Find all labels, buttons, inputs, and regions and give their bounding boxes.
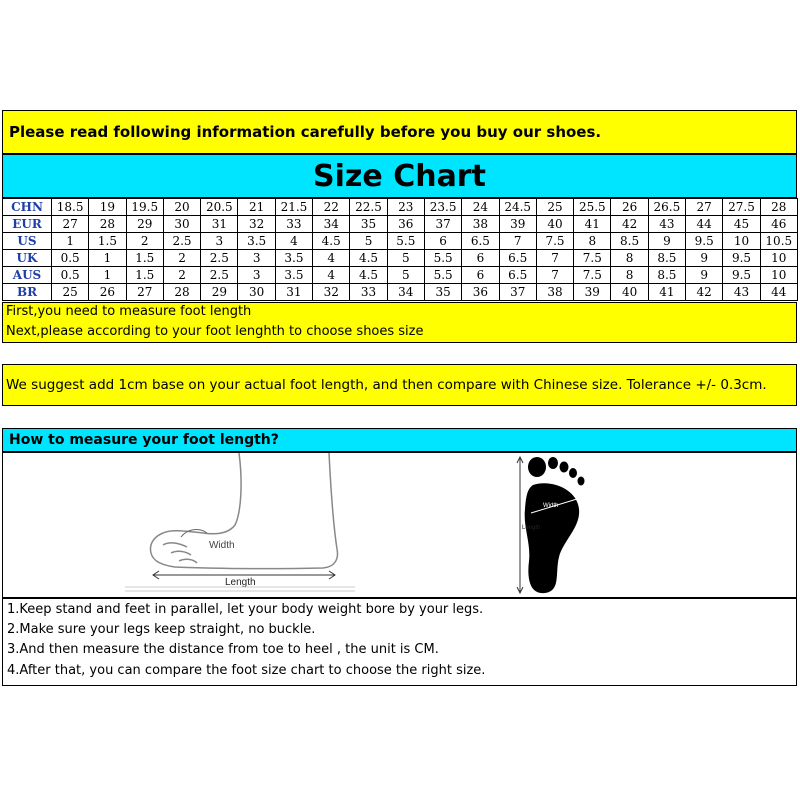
size-row-chn: [3, 199, 798, 216]
size-cell: 6.5: [499, 250, 536, 267]
instruction-step-3: 3.And then measure the distance from toe to heel , the unit is CM.: [7, 642, 439, 657]
size-cell: 8.5: [648, 267, 685, 284]
howto-header: [2, 428, 797, 452]
size-chart-title: Size Chart: [313, 159, 486, 194]
size-cell: 43: [648, 216, 685, 233]
measure-step-2: Next,please according to your foot lenghth to choose shoes size: [6, 324, 424, 339]
size-cell: 34: [313, 216, 350, 233]
howto-title: How to measure your foot length?: [9, 432, 279, 448]
size-cell: 41: [574, 216, 611, 233]
size-cell: 8: [611, 267, 648, 284]
size-row-us: [3, 233, 798, 250]
size-cell: 33: [350, 284, 387, 301]
size-cell: 5.5: [387, 233, 424, 250]
size-cell: 34: [387, 284, 424, 301]
size-row-label: BR: [3, 284, 52, 301]
size-cell: 42: [686, 284, 723, 301]
size-cell: 7.5: [574, 267, 611, 284]
size-cell: 3: [201, 233, 238, 250]
size-cell: 6: [424, 233, 461, 250]
size-row-label: CHN: [3, 199, 52, 216]
size-cell: 45: [723, 216, 760, 233]
size-cell: 4.5: [350, 267, 387, 284]
size-cell: 26.5: [648, 199, 685, 216]
size-cell: 44: [686, 216, 723, 233]
size-cell: 2: [163, 250, 200, 267]
size-cell: 9: [686, 267, 723, 284]
size-cell: 3.5: [275, 250, 312, 267]
width-label-footprint: Width: [543, 503, 559, 509]
size-cell: 27: [52, 216, 89, 233]
size-cell: 37: [424, 216, 461, 233]
size-cell: 27: [126, 284, 163, 301]
size-cell: 4: [275, 233, 312, 250]
suggestion-text: We suggest add 1cm base on your actual foot length, and then compare with Chinese size. Tolerance +/- 0.3cm.: [6, 377, 767, 393]
size-cell: 2.5: [201, 267, 238, 284]
size-cell: 39: [499, 216, 536, 233]
size-cell: 3.5: [238, 233, 275, 250]
size-cell: 29: [126, 216, 163, 233]
size-cell: 28: [89, 216, 126, 233]
size-cell: 1.5: [89, 233, 126, 250]
suggestion-banner: [2, 364, 797, 406]
size-chart-header: [2, 154, 797, 198]
size-cell: 6.5: [499, 267, 536, 284]
size-cell: 22: [313, 199, 350, 216]
size-cell: 2.5: [163, 233, 200, 250]
size-cell: 3: [238, 267, 275, 284]
size-cell: 46: [760, 216, 797, 233]
size-cell: 8.5: [648, 250, 685, 267]
size-cell: 1.5: [126, 267, 163, 284]
side-foot-icon: [151, 453, 338, 569]
size-cell: 28: [760, 199, 797, 216]
size-cell: 21.5: [275, 199, 312, 216]
notice-banner: [2, 110, 797, 154]
size-cell: 4.5: [313, 233, 350, 250]
size-cell: 9.5: [723, 250, 760, 267]
size-cell: 7: [499, 233, 536, 250]
size-cell: 26: [611, 199, 648, 216]
size-cell: 3.5: [275, 267, 312, 284]
length-label-side: Length: [225, 577, 256, 588]
size-cell: 5: [387, 267, 424, 284]
size-cell: 1: [89, 250, 126, 267]
length-label-footprint: Length: [522, 525, 541, 531]
size-cell: 10.5: [760, 233, 797, 250]
size-cell: 4: [313, 250, 350, 267]
size-cell: 29: [201, 284, 238, 301]
size-row-uk: [3, 250, 798, 267]
instructions-box: [2, 598, 797, 686]
size-cell: 5: [350, 233, 387, 250]
size-cell: 36: [462, 284, 499, 301]
size-cell: 37: [499, 284, 536, 301]
size-cell: 0.5: [52, 267, 89, 284]
size-cell: 8.5: [611, 233, 648, 250]
size-cell: 6.5: [462, 233, 499, 250]
size-cell: 32: [313, 284, 350, 301]
size-cell: 2: [126, 233, 163, 250]
size-cell: 20.5: [201, 199, 238, 216]
size-cell: 21: [238, 199, 275, 216]
size-cell: 18.5: [52, 199, 89, 216]
size-row-label: AUS: [3, 267, 52, 284]
width-label-side: Width: [209, 540, 235, 551]
size-cell: 10: [760, 250, 797, 267]
size-cell: 6: [462, 250, 499, 267]
size-cell: 28: [163, 284, 200, 301]
size-cell: 38: [462, 216, 499, 233]
size-cell: 7: [536, 250, 573, 267]
size-cell: 40: [536, 216, 573, 233]
size-cell: 20: [163, 199, 200, 216]
size-cell: 4: [313, 267, 350, 284]
size-row-label: US: [3, 233, 52, 250]
size-cell: 9: [686, 250, 723, 267]
size-cell: 44: [760, 284, 797, 301]
size-cell: 2: [163, 267, 200, 284]
size-cell: 5: [387, 250, 424, 267]
size-cell: 10: [760, 267, 797, 284]
size-cell: 36: [387, 216, 424, 233]
size-cell: 10: [723, 233, 760, 250]
size-cell: 43: [723, 284, 760, 301]
size-cell: 8: [611, 250, 648, 267]
size-cell: 24.5: [499, 199, 536, 216]
size-cell: 39: [574, 284, 611, 301]
size-cell: 25: [52, 284, 89, 301]
size-row-label: UK: [3, 250, 52, 267]
size-cell: 24: [462, 199, 499, 216]
size-cell: 30: [163, 216, 200, 233]
size-cell: 38: [536, 284, 573, 301]
size-cell: 23.5: [424, 199, 461, 216]
measure-step-1: First,you need to measure foot length: [6, 304, 252, 319]
size-cell: 31: [275, 284, 312, 301]
size-cell: 40: [611, 284, 648, 301]
instruction-step-4: 4.After that, you can compare the foot size chart to choose the right size.: [7, 663, 486, 678]
size-cell: 30: [238, 284, 275, 301]
foot-diagram: [3, 453, 796, 597]
size-cell: 32: [238, 216, 275, 233]
size-row-br: [3, 284, 798, 301]
size-row-aus: [3, 267, 798, 284]
size-cell: 9.5: [723, 267, 760, 284]
size-cell: 1: [52, 233, 89, 250]
size-row-eur: [3, 216, 798, 233]
size-cell: 1: [89, 267, 126, 284]
size-row-label: EUR: [3, 216, 52, 233]
size-cell: 5.5: [424, 267, 461, 284]
size-cell: 9: [648, 233, 685, 250]
size-cell: 19: [89, 199, 126, 216]
size-cell: 8: [574, 233, 611, 250]
size-cell: 19.5: [126, 199, 163, 216]
size-cell: 4.5: [350, 250, 387, 267]
size-cell: 25: [536, 199, 573, 216]
notice-text: Please read following information carefully before you buy our shoes.: [9, 123, 602, 141]
size-table: [2, 198, 798, 301]
size-cell: 0.5: [52, 250, 89, 267]
instruction-step-2: 2.Make sure your legs keep straight, no buckle.: [7, 622, 316, 637]
size-cell: 33: [275, 216, 312, 233]
measure-steps-box: [2, 302, 797, 343]
size-cell: 22.5: [350, 199, 387, 216]
size-cell: 23: [387, 199, 424, 216]
size-cell: 7.5: [536, 233, 573, 250]
foot-measurement-illustration: [2, 452, 797, 598]
size-cell: 35: [424, 284, 461, 301]
size-cell: 26: [89, 284, 126, 301]
size-cell: 25.5: [574, 199, 611, 216]
size-cell: 42: [611, 216, 648, 233]
size-cell: 2.5: [201, 250, 238, 267]
size-cell: 27: [686, 199, 723, 216]
size-cell: 7.5: [574, 250, 611, 267]
size-cell: 27.5: [723, 199, 760, 216]
size-cell: 7: [536, 267, 573, 284]
size-cell: 6: [462, 267, 499, 284]
size-cell: 1.5: [126, 250, 163, 267]
size-cell: 41: [648, 284, 685, 301]
size-cell: 3: [238, 250, 275, 267]
size-cell: 31: [201, 216, 238, 233]
size-cell: 35: [350, 216, 387, 233]
instruction-step-1: 1.Keep stand and feet in parallel, let your body weight bore by your legs.: [7, 602, 484, 617]
size-cell: 9.5: [686, 233, 723, 250]
size-cell: 5.5: [424, 250, 461, 267]
